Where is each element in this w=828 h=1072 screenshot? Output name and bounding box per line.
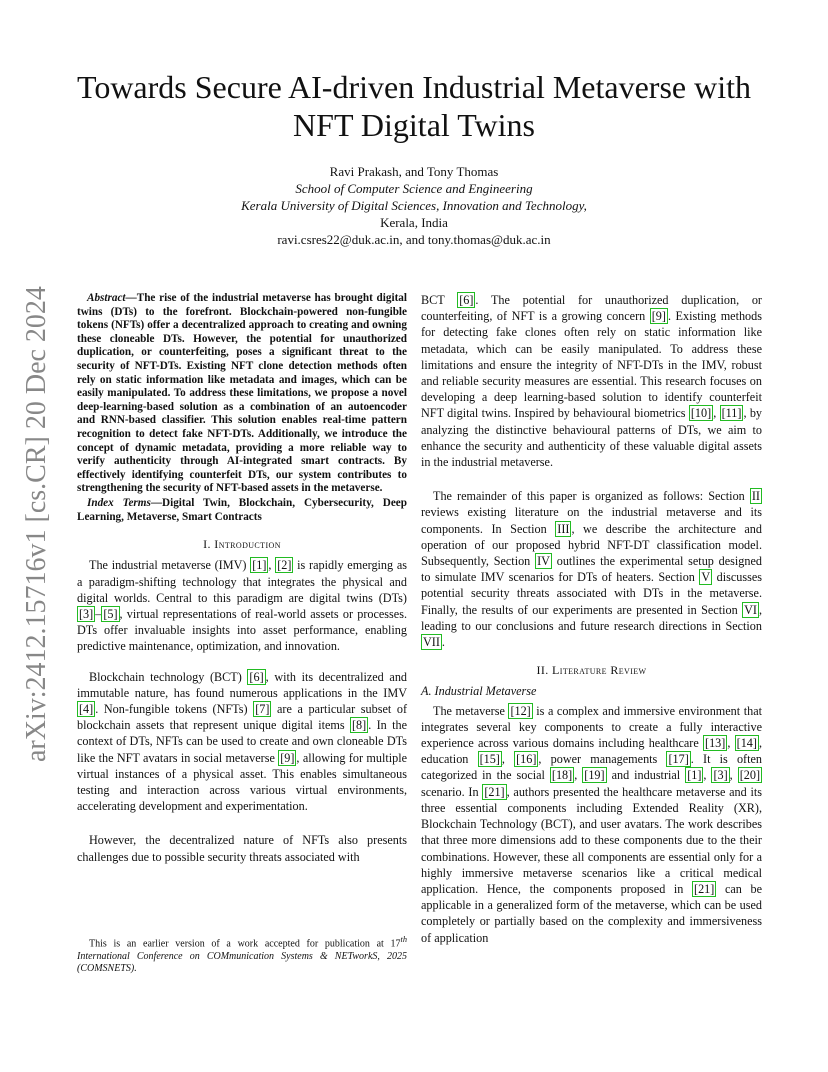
- left-column: [77, 292, 407, 865]
- author-block: [100, 163, 728, 248]
- footnote: [77, 934, 407, 976]
- citation-link[interactable]: [20]: [739, 768, 761, 783]
- citation-link[interactable]: [10]: [690, 406, 712, 421]
- citation-link[interactable]: [13]: [705, 736, 726, 751]
- section-link[interactable]: III: [557, 521, 570, 536]
- citation-link[interactable]: [4]: [79, 701, 94, 716]
- paragraph: The industrial metaverse (IMV) [1] , [2] is rapidly emerging as a paradigm-shifting technology that integrates the physical and digital worlds. Central to this paradigm are digital twins (DTs) [3] – [5] , virtual representations of real-world assets or processes. DTs offer invaluable insights into asset performance, enabling predictive maintenance, optimization, and innovation.: [77, 558, 408, 654]
- abstract-lead: Abstract: [87, 292, 126, 304]
- citation-link[interactable]: [1]: [687, 768, 702, 783]
- section-link[interactable]: VI: [744, 602, 757, 617]
- paragraph: The remainder of this paper is organized as follows: Section II reviews existing literature on the industrial metaverse and its components. In Section III , we describe the architecture and operation of our proposed hybrid NFT-DT classification model. Subsequently, Section IV outlines the experimental setup designed to simulate IMV scenarios for DTs of heaters. Section V discusses potential security threats associated with DTs in the metaverse. Finally, the results of our experiments are presented in Section VI , leading to our conclusions and future research directions in Section VII .: [421, 489, 762, 650]
- citation-link[interactable]: [18]: [551, 768, 573, 783]
- citation-link[interactable]: [9]: [280, 750, 295, 765]
- citation-link[interactable]: [9]: [651, 309, 666, 324]
- citation-link[interactable]: [6]: [249, 669, 264, 684]
- citation-link[interactable]: [11]: [721, 406, 742, 421]
- citation-link[interactable]: [6]: [459, 293, 474, 307]
- citation-link[interactable]: [5]: [103, 606, 118, 621]
- section-link[interactable]: VII: [423, 635, 440, 650]
- paragraph: BCT [6] . The potential for unauthorized duplication, or counterfeiting, of NFT is a growing concern [9] . Existing methods for detecting fake clones often rely on static information like metadata, which can be easily manipulated. To address these limitations and ensure the integrity of NFT-DTs in the IMV, robust and reliable security measures are essential. This research focuses on developing a deep learning-based solution to identify counterfeit NFT digital twins. Inspired by behavioural biometrics [10] , [11] , by analyzing the distinctive behavioural patterns of DTs, we aim to enhance the security and authenticity of these valuable digital assets in the industrial metaverse.: [421, 293, 763, 470]
- author-emails[interactable]: ravi.csres22@duk.ac.in, and tony.thomas@duk.ac.in: [277, 232, 551, 247]
- citation-link[interactable]: [16]: [516, 752, 537, 767]
- citation-link[interactable]: [15]: [479, 752, 500, 767]
- citation-link[interactable]: [12]: [510, 703, 531, 718]
- citation-link[interactable]: [17]: [668, 752, 689, 767]
- right-column: [421, 292, 762, 946]
- author-school: School of Computer Science and Engineering: [295, 181, 533, 196]
- paragraph: However, the decentralized nature of NFTs also presents challenges due to possible security threats associated with: [77, 833, 407, 864]
- author-location: Kerala, India: [380, 215, 448, 230]
- abstract-text: —The rise of the industrial metaverse has brought digital twins (DTs) to the forefront. Blockchain-powered non-fungible tokens (NFTs) offer a decentralized approach to creating and owning these cloneable DTs. However, the potential for unauthorized duplication, or counterfeiting, poses a significant threat to the security of NFT-DTs. Existing NFT clone detection methods often rely on static information like metadata and images, which can be easily manipulated. To address these limitations, we propose a novel deep-learning-based solution as a combination of an autoencoder and RNN-based classifier. This solution enables real-time pattern recognition to detect fake NFT-DTs. Additionally, we introduce the concept of dynamic metadata, providing a more reliable way to verify authenticity through AI-integrated smart contracts. By effectively identifying counterfeit DTs, our system contributes to strengthening the security of NFT-based assets in the metaverse.: [77, 292, 407, 495]
- section-heading-introduction: I. Introduction: [203, 537, 281, 552]
- footnote-superscript: th: [400, 935, 407, 944]
- index-terms: [77, 497, 407, 524]
- paragraph: The metaverse [12] is a complex and immersive environment that integrates several key components to create a fully interactive experience across various domains including healthcare [13] , [14] , education [15] , [16] , power managements [17] . It is often categorized in the social [18] , [19] and industrial [1] , [3] , [20] scenario. In [21] , authors presented the healthcare metaverse and its three essential components including Extended Reality (XR), Blockchain Technology (BCT), and user avatars. The work describes that three more dimensions add to these components due to the their combinations. However, these all components are essential only for a highly immersive metaverse scenarios like a critical medical application. Hence, the components proposed in [21] can be applicable in a generalized form of the metaverse, which can be used completely or partially based on the complexity and immersiveness of application: [421, 703, 763, 945]
- index-terms-lead: Index Terms: [87, 496, 151, 509]
- citation-link[interactable]: [1]: [252, 558, 267, 573]
- index-terms-text: —Digital Twin, Blockchain, Cybersecurity, Deep Learning, Metaverse, Smart Contracts: [77, 496, 407, 523]
- footnote-prefix: This is an earlier version of a work accepted for publication at 17: [89, 938, 401, 950]
- citation-link[interactable]: [14]: [736, 736, 757, 751]
- citation-link[interactable]: [19]: [584, 768, 605, 783]
- author-university: Kerala University of Digital Sciences, Innovation and Technology,: [241, 198, 587, 213]
- arxiv-identifier: arXiv:2412.15716v1 [cs.CR] 20 Dec 2024: [21, 286, 52, 762]
- citation-link[interactable]: [3]: [713, 768, 728, 783]
- citation-link[interactable]: [3]: [79, 606, 94, 621]
- footnote-venue: International Conference on COMmunication Systems & NETworkS, 2025 (COMSNETS).: [77, 950, 407, 975]
- section-link[interactable]: IV: [537, 554, 550, 569]
- citation-link[interactable]: [7]: [255, 701, 270, 716]
- section-heading-literature-review: II. Literature Review: [536, 663, 647, 678]
- citation-link[interactable]: [8]: [352, 718, 367, 733]
- abstract: [77, 292, 407, 496]
- subsection-heading-industrial-metaverse: A. Industrial Metaverse: [421, 684, 537, 699]
- paragraph: Blockchain technology (BCT) [6] , with its decentralized and immutable nature, has found numerous applications in the IMV [4] . Non-fungible tokens (NFTs) [7] are a particular subset of blockchain assets that represent unique digital items [8] . In the context of DTs, NFTs can be used to create and own cloneable DTs like the NFT avatars in social metaverse [9] , allowing for multiple virtual instances of a physical asset. This enables simultaneous testing and interaction across various virtual environments, accelerating development and experimentation.: [77, 669, 408, 814]
- citation-link[interactable]: [21]: [694, 881, 715, 896]
- citation-link[interactable]: [2]: [277, 558, 292, 573]
- section-link[interactable]: V: [701, 570, 711, 585]
- paper-title: Towards Secure AI-driven Industrial Metaverse with NFT Digital Twins: [77, 69, 751, 143]
- citation-link[interactable]: [21]: [484, 784, 505, 799]
- author-names: Ravi Prakash, and Tony Thomas: [329, 164, 499, 179]
- section-link[interactable]: II: [751, 489, 760, 504]
